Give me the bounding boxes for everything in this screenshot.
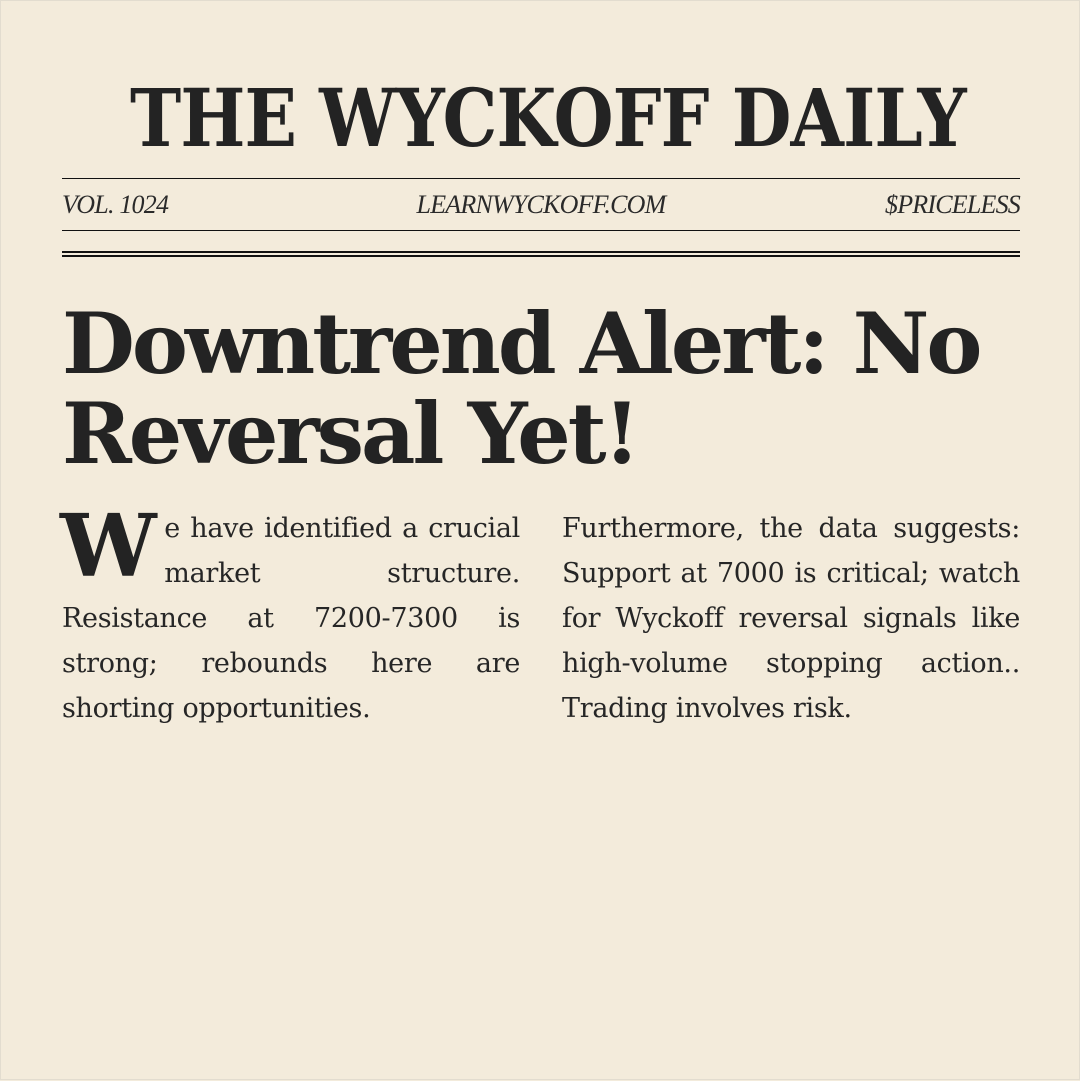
masthead-title — [62, 73, 1020, 163]
top-divider — [62, 178, 1020, 179]
double-divider-upper — [62, 251, 1020, 253]
column-2-text: Furthermore, the data suggests: Support at 7000 is critical; watch for Wyckoff reversal signals like high-volume stopping action.. Trading involves risk. — [562, 513, 1020, 724]
info-bar — [62, 187, 1020, 223]
drop-cap: W — [60, 496, 157, 597]
price-label: $PRICELESS — [885, 190, 1020, 219]
double-divider-lower — [62, 255, 1020, 257]
website-label: LEARNWYCKOFF.COM — [416, 190, 666, 219]
volume-label: VOL. 1024 — [62, 190, 169, 219]
newspaper-page — [62, 1, 1020, 1081]
info-divider — [62, 230, 1020, 231]
article-headline: Downtrend Alert: No Reversal Yet! — [62, 294, 980, 483]
masthead-title-text: THE WYCKOFF DAILY — [130, 71, 966, 165]
article-body — [60, 496, 1020, 731]
article-column-1 — [60, 496, 520, 731]
article-column-2 — [562, 506, 1020, 731]
column-1-text: e have identified a crucial market structure. Resistance at 7200-7300 is strong; rebounds here are shorting opportunities. — [62, 513, 520, 724]
